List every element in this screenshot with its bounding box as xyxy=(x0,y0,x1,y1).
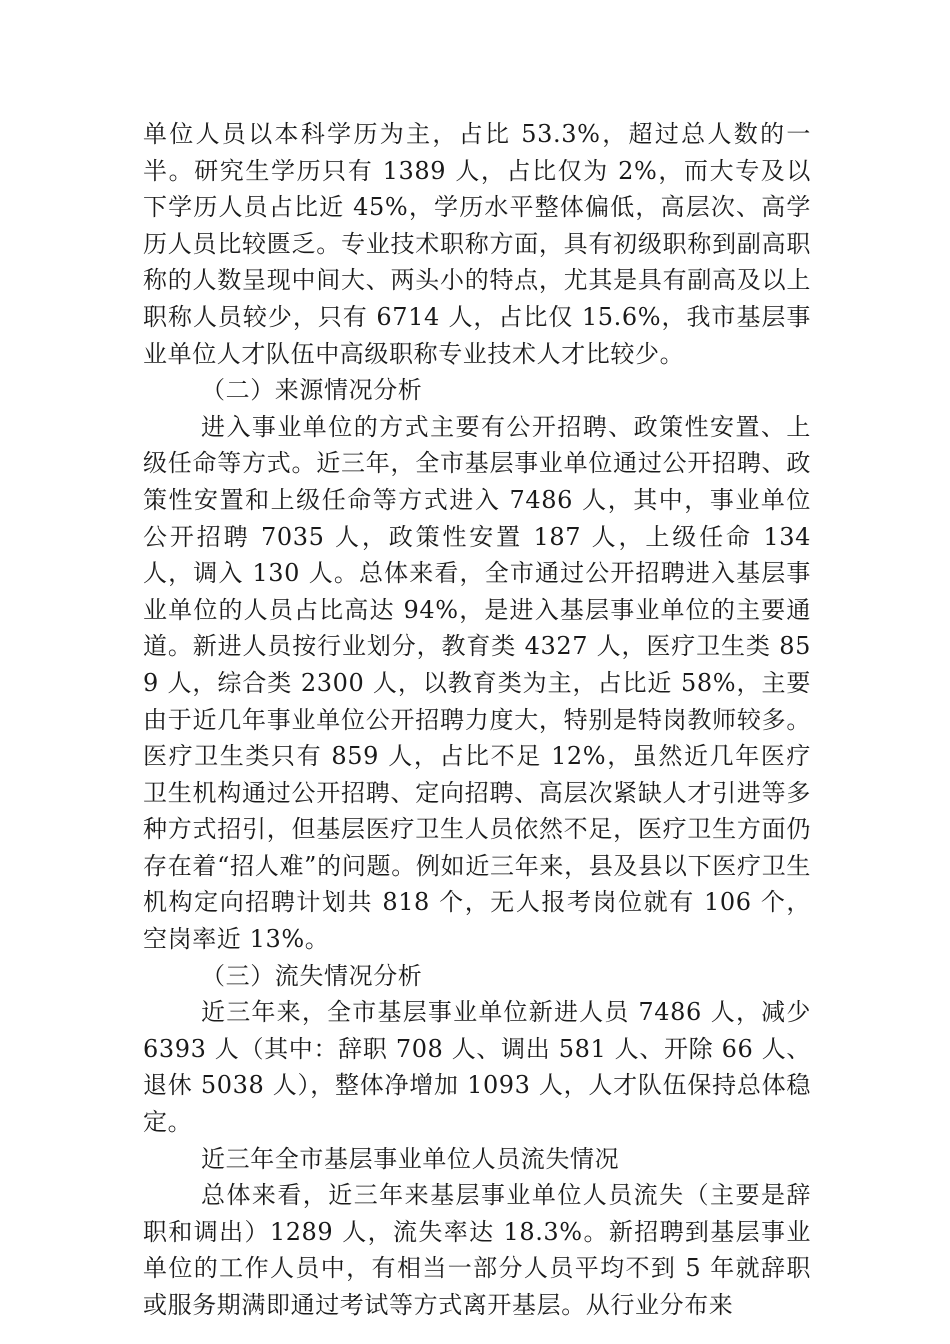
paragraph-attrition-summary: 总体来看，近三年来基层事业单位人员流失（主要是辞职和调出）1289 人，流失率达 18.3%。新招聘到基层事业单位的工作人员中，有相当一部分人员平均不到 5 年就辞职或服务期满即通过考试等方式离开基层。从行业分布来 xyxy=(143,1181,811,1319)
document-body xyxy=(143,116,811,1324)
section-heading-attrition-analysis: （三）流失情况分析 xyxy=(201,961,423,990)
table-caption-attrition: 近三年全市基层事业单位人员流失情况 xyxy=(201,1144,620,1173)
paragraph-education-and-titles: 单位人员以本科学历为主，占比 53.3%，超过总人数的一半。研究生学历只有 1389 人，占比仅为 2%，而大专及以下学历人员占比近 45%，学历水平整体偏低，高层次、高学历人员比较匮乏。专业技术职称方面，具有初级职称到副高职称的人数呈现中间大、两头小的特点，尤其是具有副高及以上职称人员较少，只有 6714 人，占比仅 15.6%，我市基层事业单位人才队伍中高级职称专业技术人才比较少。 xyxy=(143,120,811,368)
section-heading-source-analysis: （二）来源情况分析 xyxy=(201,376,423,405)
paragraph-recruitment-sources: 进入事业单位的方式主要有公开招聘、政策性安置、上级任命等方式。近三年，全市基层事业单位通过公开招聘、政策性安置和上级任命等方式进入 7486 人，其中，事业单位公开招聘 7035 人，政策性安置 187 人，上级任命 134 人，调入 130 人。总体来看，全市通过公开招聘进入基层事业单位的人员占比高达 94%，是进入基层事业单位的主要通道。新进人员按行业划分，教育类 4327 人，医疗卫生类 859 人，综合类 2300 人，以教育类为主，占比近 58%，主要由于近几年事业单位公开招聘力度大，特别是特岗教师较多。医疗卫生类只有 859 人，占比不足 12%，虽然近几年医疗卫生机构通过公开招聘、定向招聘、高层次紧缺人才引进等多种方式招引，但基层医疗卫生人员依然不足，医疗卫生方面仍存在着“招人难”的问题。例如近三年来，县及县以下医疗卫生机构定向招聘计划共 818 个，无人报考岗位就有 106 个，空岗率近 13%。 xyxy=(143,412,811,954)
paragraph-net-staff-change: 近三年来，全市基层事业单位新进人员 7486 人，减少 6393 人（其中：辞职 708 人、调出 581 人、开除 66 人、退休 5038 人），整体净增加 1093 人，人才队伍保持总体稳定。 xyxy=(143,998,811,1137)
